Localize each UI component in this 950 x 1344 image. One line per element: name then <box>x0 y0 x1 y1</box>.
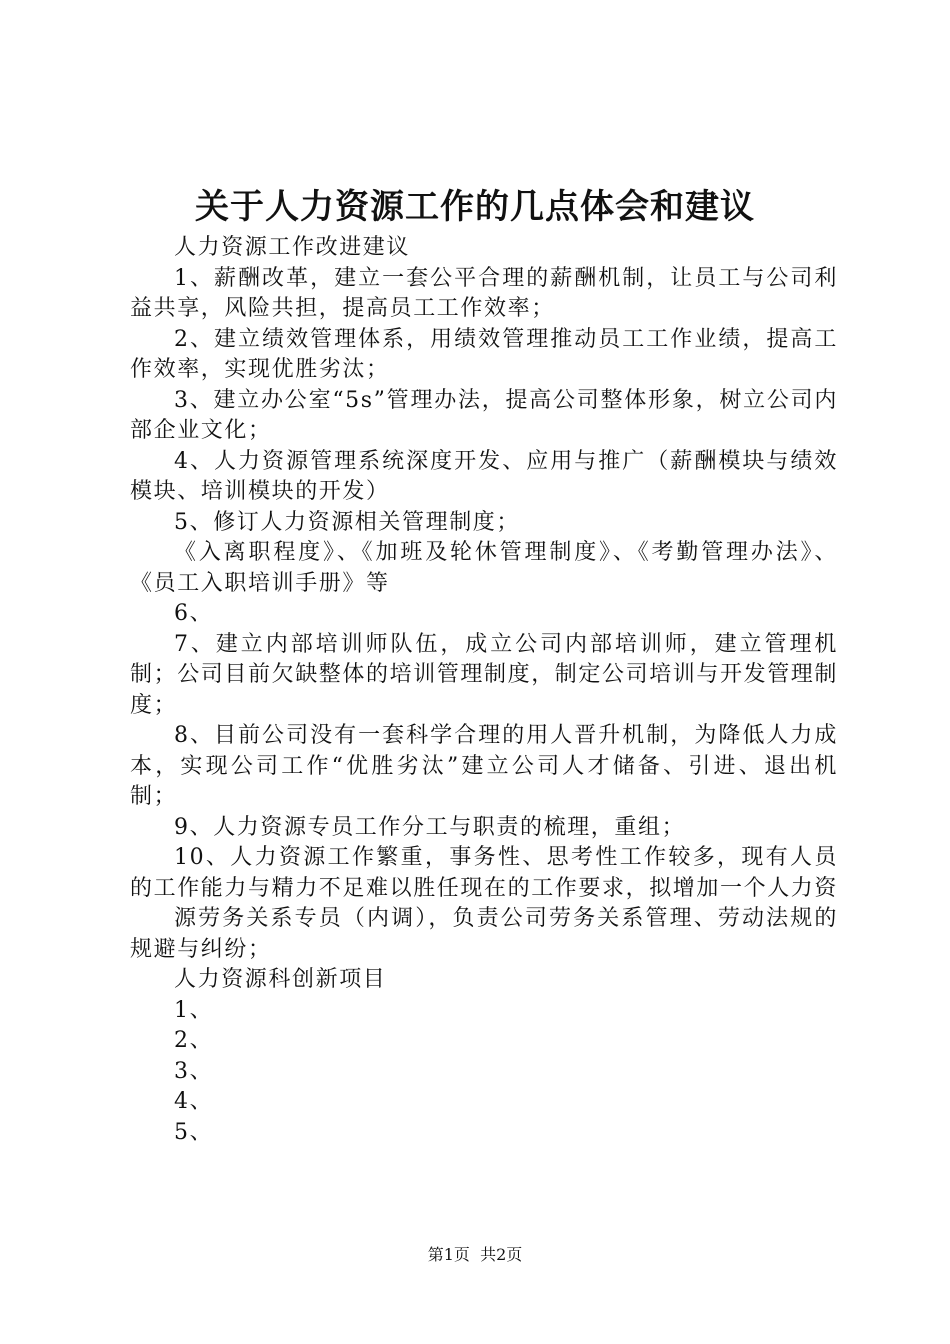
paragraph: 9、人力资源专员工作分工与职责的梳理，重组； <box>174 814 686 840</box>
paragraph: 4、人力资源管理系统深度开发、应用与推广（薪酬模块与绩效模块、培训模块的开发） <box>130 448 838 504</box>
paragraph: 3、建立办公室“5s”管理办法，提高公司整体形象，树立公司内部企业文化； <box>130 387 838 443</box>
paragraph: 1、 <box>174 997 214 1023</box>
paragraph: 源劳务关系专员（内调），负责公司劳务关系管理、劳动法规的规避与纠纷； <box>130 906 838 962</box>
paragraph: 4、 <box>174 1089 214 1114</box>
document-title: 关于人力资源工作的几点体会和建议 <box>195 187 755 227</box>
paragraph: 6、 <box>174 601 214 626</box>
page-footer: 第1页 共2页 <box>427 1245 523 1264</box>
paragraph: 1、薪酬改革，建立一套公平合理的薪酬机制，让员工与公司利益共享，风险共担，提高员工工作效率； <box>130 265 838 321</box>
paragraph: 8、目前公司没有一套科学合理的用人晋升机制，为降低人力成本，实现公司工作“优胜劣汰”建立公司人才储备、引进、退出机制； <box>130 723 838 809</box>
paragraph: 《入离职程度》、《加班及轮休管理制度》、《考勤管理办法》、《员工入职培训手册》等 <box>130 540 838 596</box>
document-body <box>130 233 838 1148</box>
paragraph: 2、 <box>174 1028 214 1053</box>
paragraph: 2、建立绩效管理体系，用绩效管理推动员工工作业绩，提高工作效率，实现优胜劣汰； <box>130 326 838 382</box>
paragraph: 3、 <box>174 1058 214 1084</box>
paragraph: 5、 <box>174 1119 214 1145</box>
paragraph: 人力资源工作改进建议 <box>174 235 411 260</box>
paragraph: 7、建立内部培训师队伍，成立公司内部培训师，建立管理机制；公司目前欠缺整体的培训管理制度，制定公司培训与开发管理制度； <box>130 631 839 718</box>
paragraph: 10、人力资源工作繁重，事务性、思考性工作较多，现有人员的工作能力与精力不足难以胜任现在的工作要求，拟增加一个人力资 <box>130 845 839 901</box>
paragraph: 人力资源科创新项目 <box>174 967 387 992</box>
paragraph: 5、修订人力资源相关管理制度； <box>174 509 520 535</box>
